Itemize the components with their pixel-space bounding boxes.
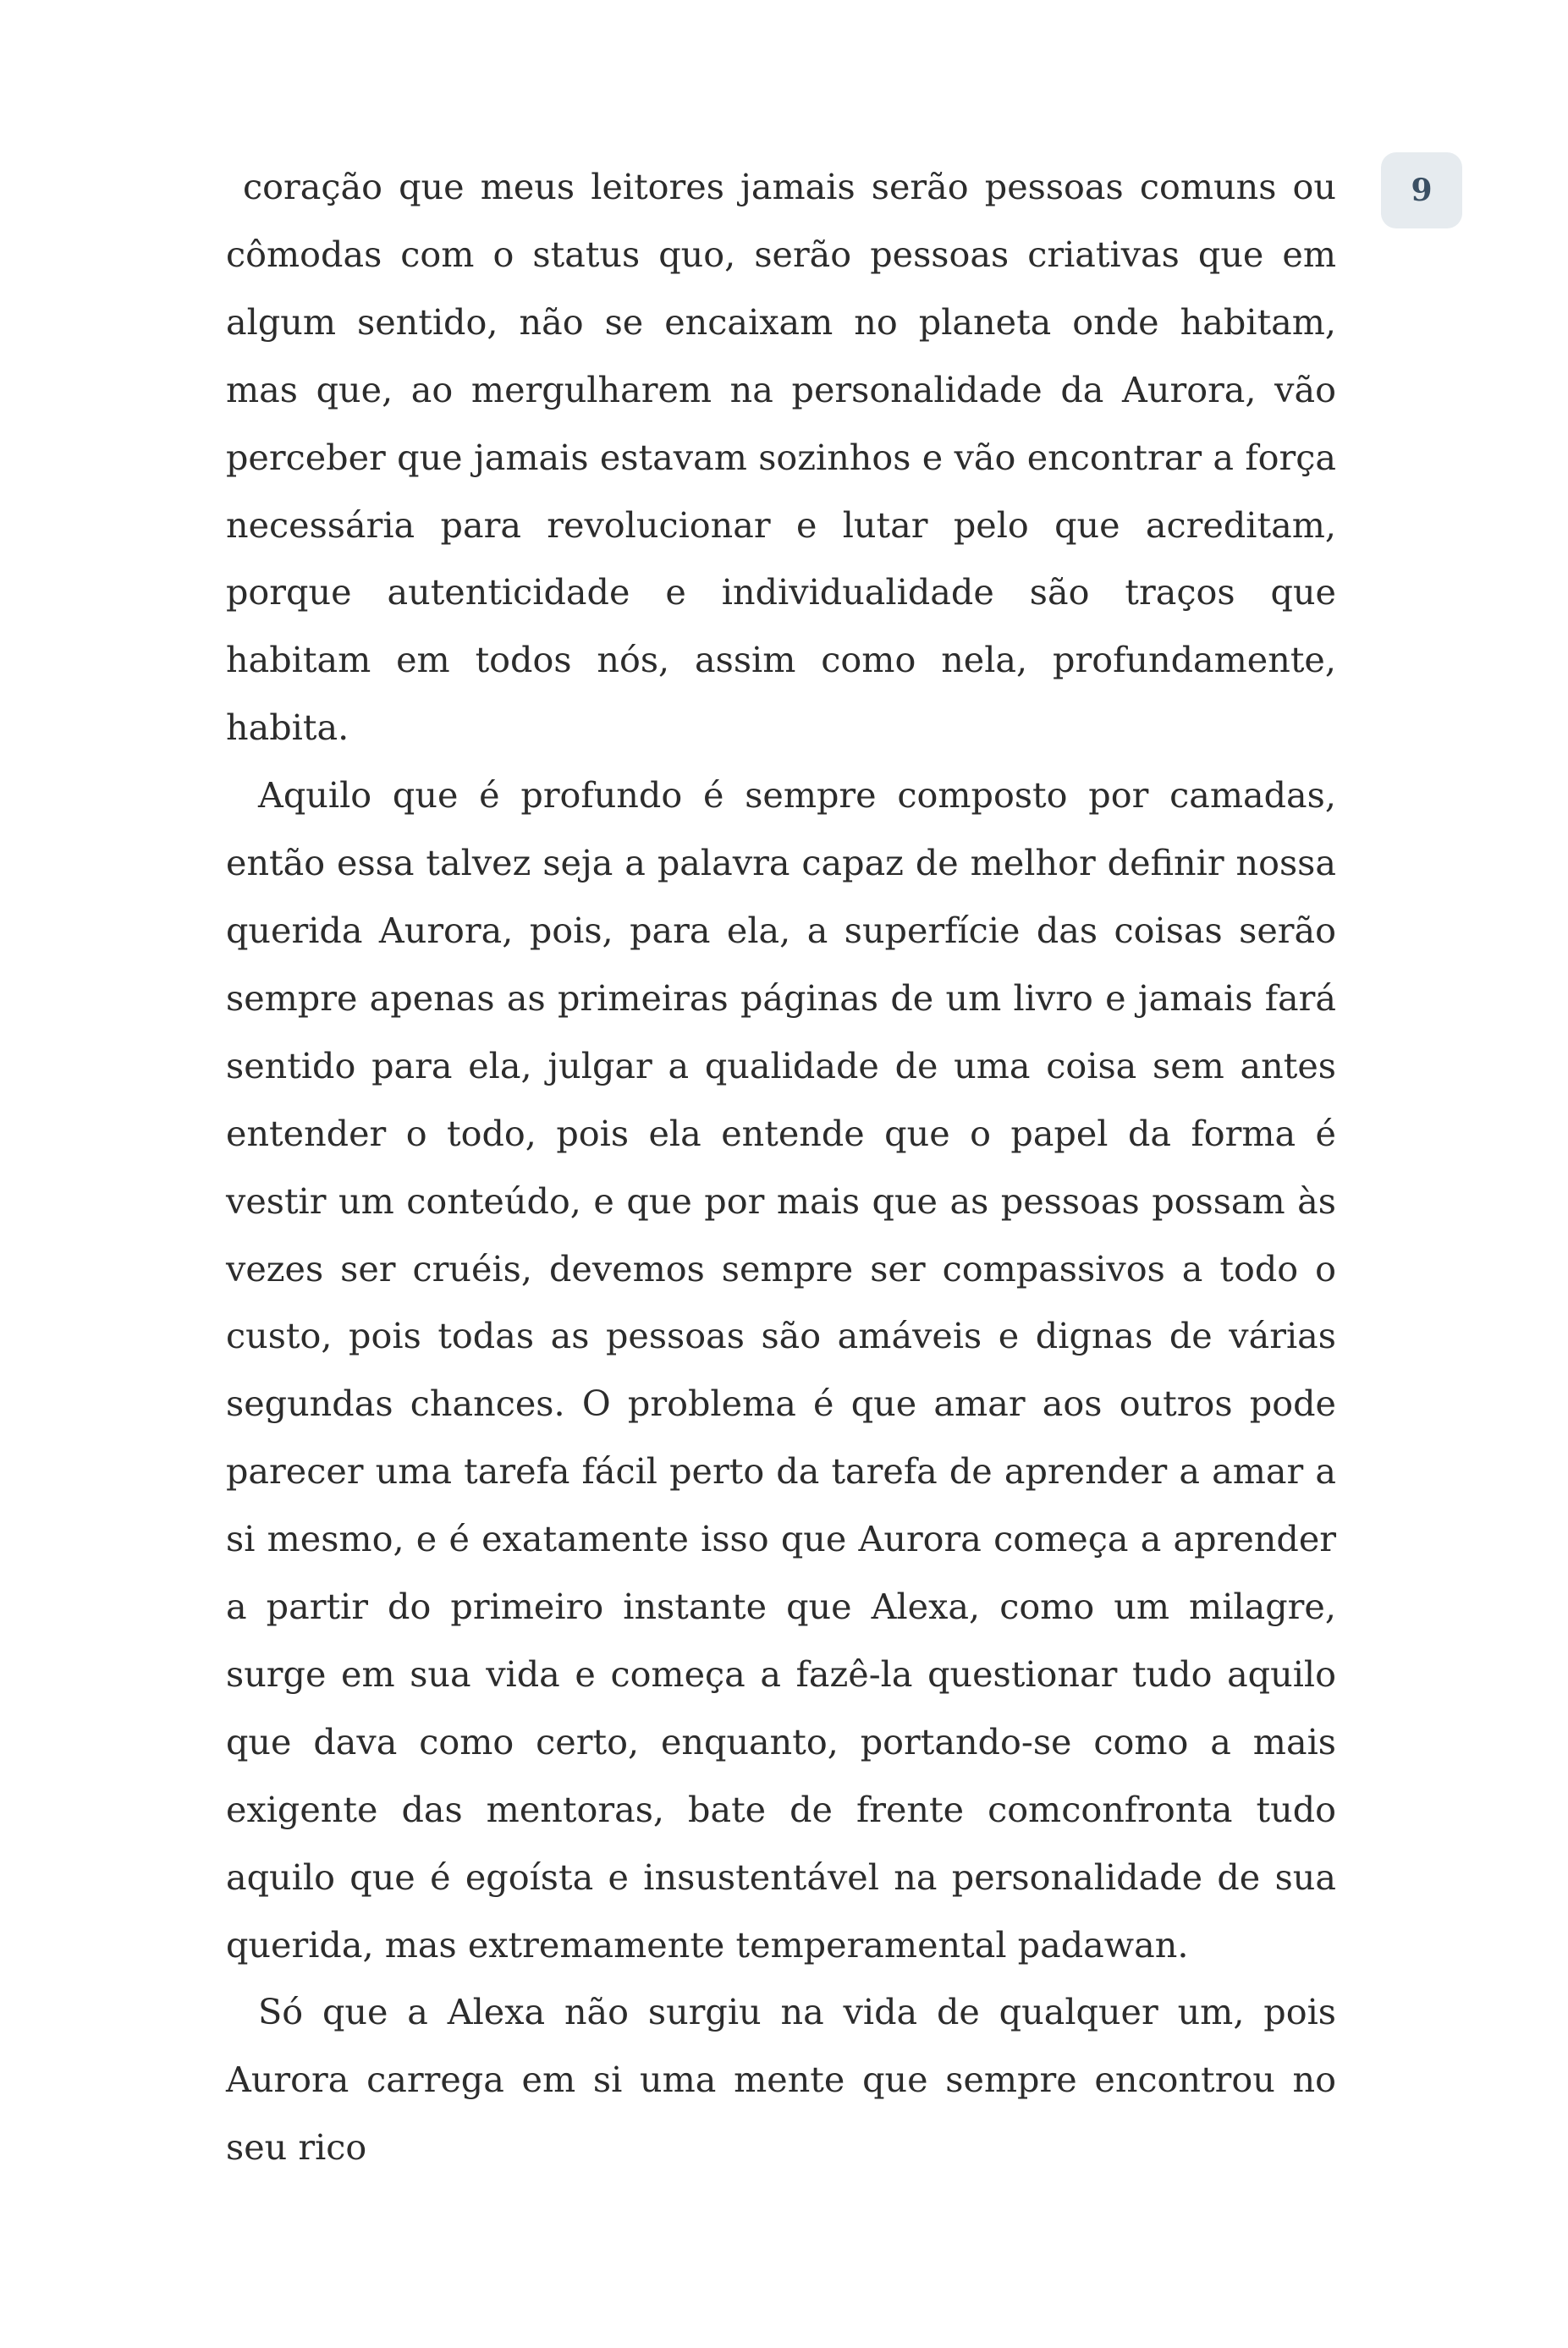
paragraph-3: Só que a Alexa não surgiu na vida de qualquer um, pois Aurora carrega em si uma mente que sempre encontrou no seu rico <box>226 1992 1336 2169</box>
body-text <box>226 154 1336 2182</box>
page-number-badge: 9 <box>1381 152 1462 228</box>
paragraph-2: Aquilo que é profundo é sempre composto por camadas, então essa talvez seja a palavra capaz de melhor definir nossa querida Aurora, pois, para ela, a superfície das coisas serão sempre apenas as primeiras páginas de um livro e jamais fará sentido para ela, julgar a qualidade de uma coisa sem antes entender o todo, pois ela entende que o papel da forma é vestir um conteúdo, e que por mais que as pessoas possam às vezes ser cruéis, devemos sempre ser compassivos a todo o custo, pois todas as pessoas são amáveis e dignas de várias segundas chances. O problema é que amar aos outros pode parecer uma tarefa fácil perto da tarefa de aprender a amar a si mesmo, e é exatamente isso que Aurora começa a aprender a partir do primeiro instante que Alexa, como um milagre, surge em sua vida e começa a fazê-la questionar tudo aquilo que dava como certo, enquanto, portando-se como a mais exigente das mentoras, bate de frente comconfronta tudo aquilo que é egoísta e insustentável na personalidade de sua querida, mas extremamente temperamental padawan. <box>226 775 1336 1966</box>
paragraph-1: coração que meus leitores jamais serão pessoas comuns ou cômodas com o status quo, serão pessoas criativas que em algum sentido, não se encaixam no planeta onde habitam, mas que, ao mergulharem na personalidade da Aurora, vão perceber que jamais estavam sozinhos e vão encontrar a força necessária para revolucionar e lutar pelo que acreditam, porque autenticidade e individualidade são traços que habitam em todos nós, assim como nela, profundamente, habita. <box>226 167 1336 749</box>
